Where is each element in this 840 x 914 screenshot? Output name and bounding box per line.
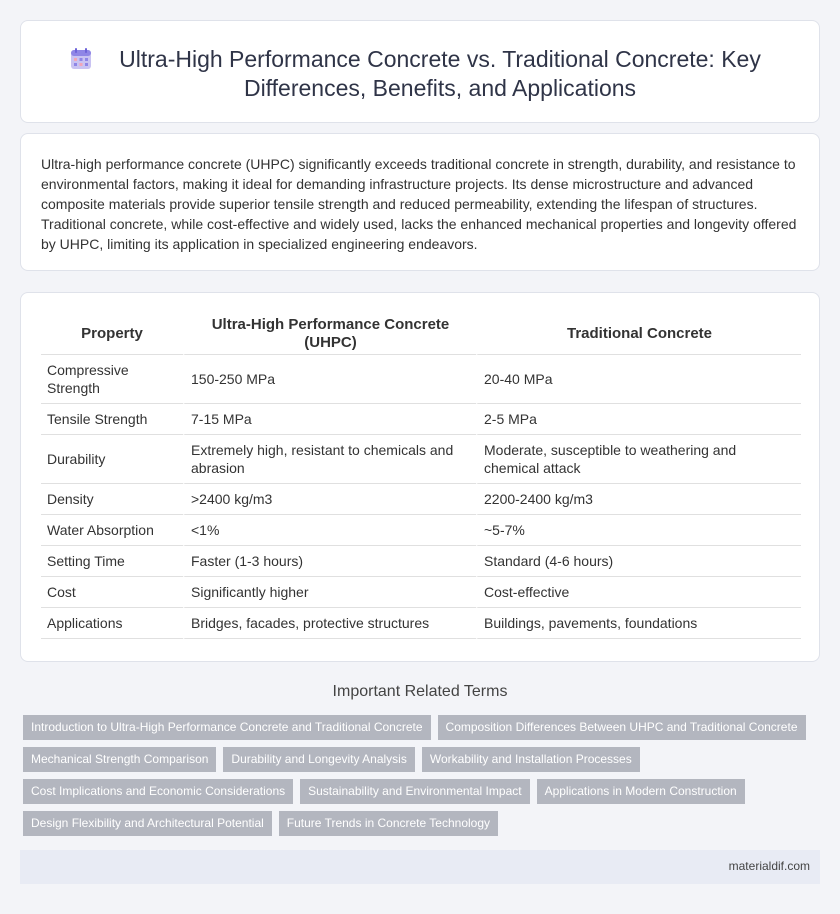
title-card (20, 20, 820, 123)
row-traditional-value: 2200-2400 kg/m3 (476, 484, 801, 515)
intro-paragraph: Ultra-high performance concrete (UHPC) significantly exceeds traditional concrete in strength, durability, and resistance to environmental factors, making it ideal for demanding infrastructure projects. Its dense microstructure and advanced composite materials provide superior tensile strength and reduced permeability, extending the lifespan of structures. Traditional concrete, while cost-effective and widely used, lacks the enhanced mechanical properties and longevity offered by UHPC, limiting its application in specialized engineering endeavors. (41, 156, 797, 252)
footer-site-name[interactable]: materialdif.com (728, 859, 810, 873)
row-property: Setting Time (41, 546, 183, 577)
related-term-tag[interactable]: Composition Differences Between UHPC and Traditional Concrete (438, 715, 806, 740)
related-term-tag[interactable]: Future Trends in Concrete Technology (279, 811, 498, 836)
row-traditional-value: Standard (4-6 hours) (476, 546, 801, 577)
row-traditional-value: Cost-effective (476, 577, 801, 608)
header-uhpc: Ultra-High Performance Concrete (UHPC) (183, 313, 476, 355)
related-term-tag[interactable]: Mechanical Strength Comparison (23, 747, 216, 772)
related-term-tag[interactable]: Cost Implications and Economic Considerations (23, 779, 293, 804)
page-title: Ultra-High Performance Concrete vs. Traditional Concrete: Key Differences, Benefits, and Applications (119, 46, 761, 101)
related-term-tag[interactable]: Durability and Longevity Analysis (223, 747, 414, 772)
row-uhpc-value: Significantly higher (183, 577, 476, 608)
related-terms-heading: Important Related Terms (332, 683, 508, 700)
table-row (41, 435, 801, 484)
row-uhpc-value: >2400 kg/m3 (183, 484, 476, 515)
row-traditional-value: ~5-7% (476, 515, 801, 546)
row-property: Cost (41, 577, 183, 608)
table-row (41, 484, 801, 515)
row-traditional-value: Moderate, susceptible to weathering and chemical attack (476, 435, 801, 484)
comparison-table-card (20, 292, 820, 662)
table-row (41, 608, 801, 639)
related-term-tag[interactable]: Applications in Modern Construction (537, 779, 745, 804)
row-uhpc-value: Extremely high, resistant to chemicals and abrasion (183, 435, 476, 484)
footer (20, 850, 820, 884)
header-traditional: Traditional Concrete (476, 313, 801, 355)
comparison-table (41, 313, 801, 639)
table-row (41, 404, 801, 435)
row-traditional-value: 2-5 MPa (476, 404, 801, 435)
table-row (41, 355, 801, 404)
row-uhpc-value: Bridges, facades, protective structures (183, 608, 476, 639)
related-terms-tags (23, 715, 823, 843)
header-property: Property (41, 313, 183, 355)
row-uhpc-value: 7-15 MPa (183, 404, 476, 435)
related-term-tag[interactable]: Introduction to Ultra-High Performance Concrete and Traditional Concrete (23, 715, 431, 740)
row-uhpc-value: Faster (1-3 hours) (183, 546, 476, 577)
row-traditional-value: Buildings, pavements, foundations (476, 608, 801, 639)
related-term-tag[interactable]: Design Flexibility and Architectural Potential (23, 811, 272, 836)
row-property: Water Absorption (41, 515, 183, 546)
row-uhpc-value: <1% (183, 515, 476, 546)
intro-card (20, 133, 820, 271)
table-row (41, 515, 801, 546)
row-traditional-value: 20-40 MPa (476, 355, 801, 404)
related-term-tag[interactable]: Workability and Installation Processes (422, 747, 640, 772)
table-header-row (41, 313, 801, 355)
row-property: Compressive Strength (41, 355, 183, 404)
row-uhpc-value: 150-250 MPa (183, 355, 476, 404)
row-property: Durability (41, 435, 183, 484)
row-property: Tensile Strength (41, 404, 183, 435)
row-property: Density (41, 484, 183, 515)
table-row (41, 546, 801, 577)
row-property: Applications (41, 608, 183, 639)
table-row (41, 577, 801, 608)
related-term-tag[interactable]: Sustainability and Environmental Impact (300, 779, 529, 804)
